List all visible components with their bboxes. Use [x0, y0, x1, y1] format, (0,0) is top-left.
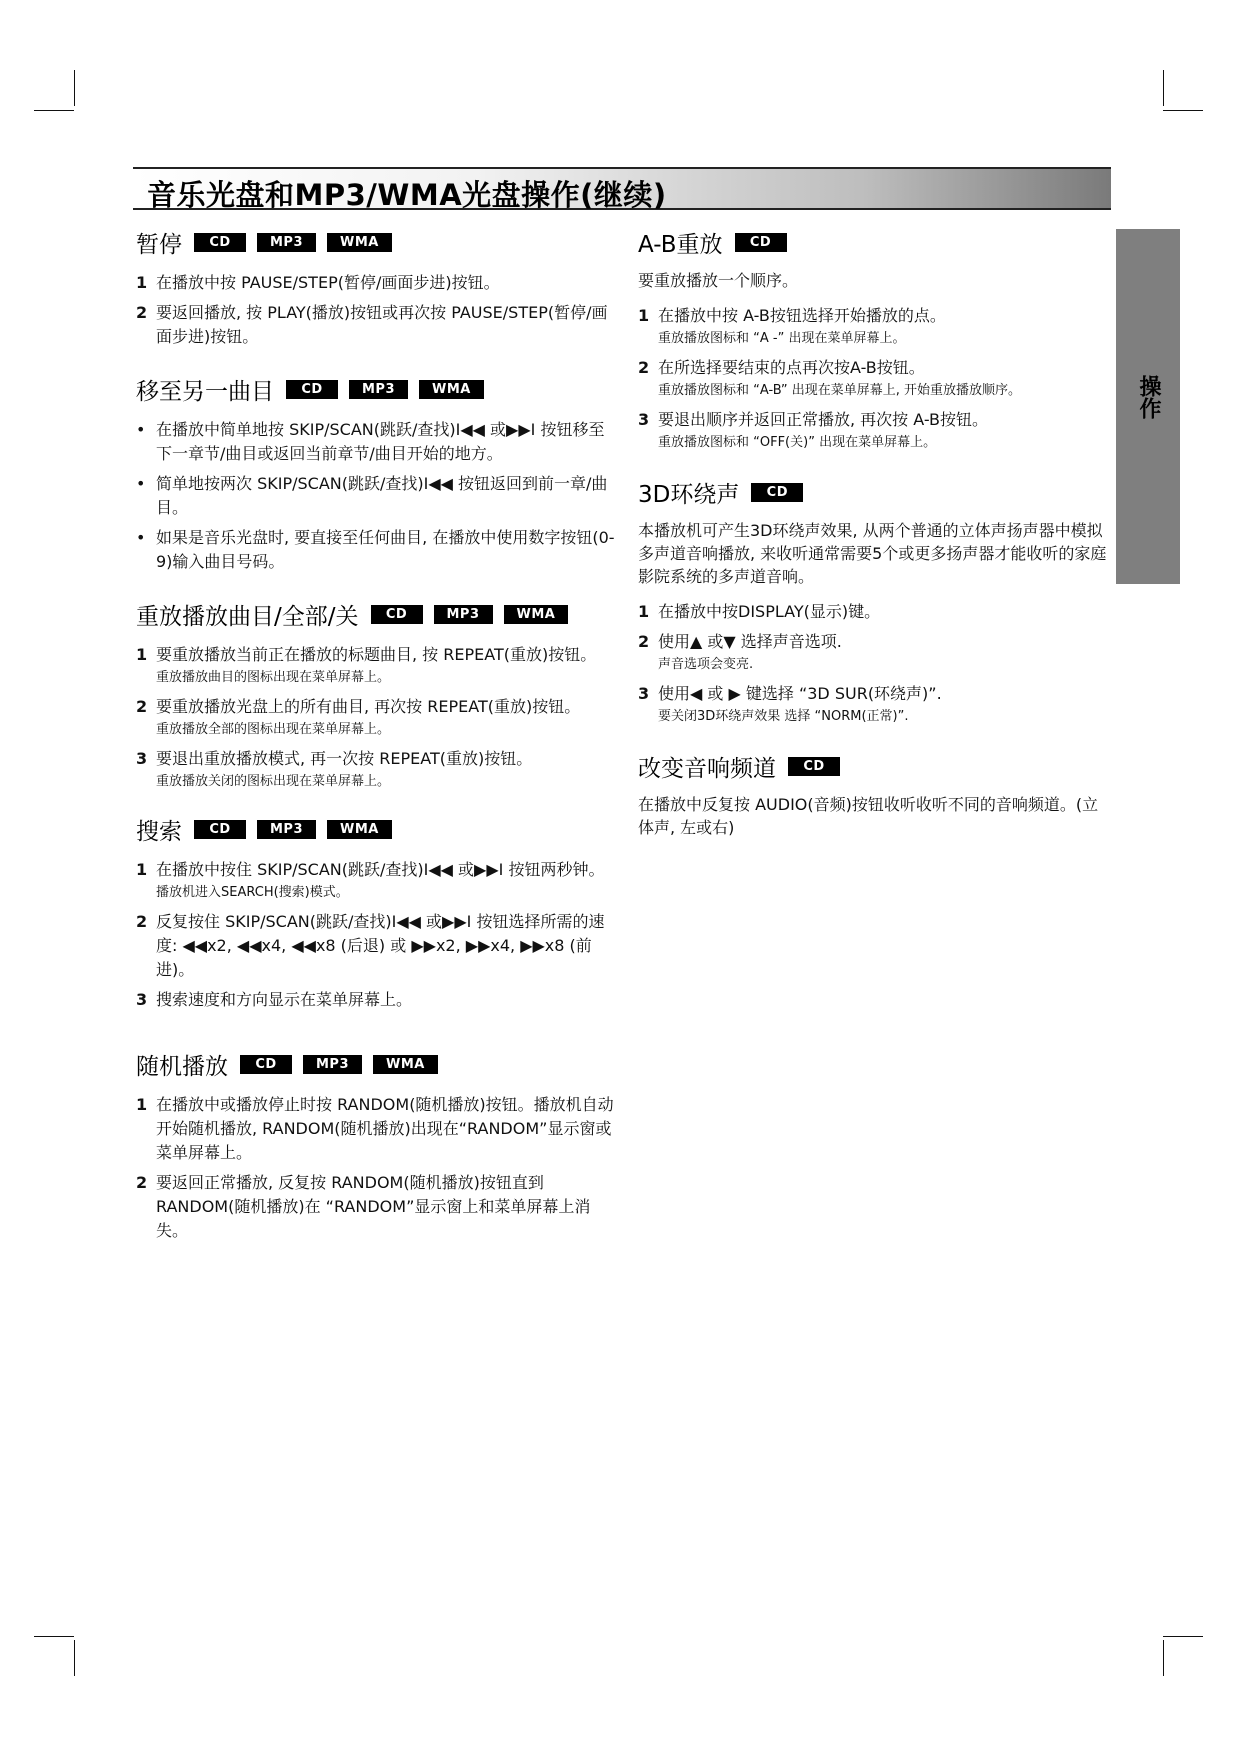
list-item	[638, 356, 1114, 402]
format-badge: WMA	[419, 380, 484, 399]
item-text: 要重放播放当前正在播放的标题曲目, 按 REPEAT(重放)按钮。	[156, 645, 597, 664]
format-badge: MP3	[434, 605, 493, 624]
item-list	[136, 1093, 616, 1243]
item-number: 1	[638, 602, 650, 621]
list-item	[638, 630, 1114, 676]
item-body	[156, 988, 616, 1012]
item-text: 在播放中按DISPLAY(显示)键。	[658, 602, 881, 621]
item-text: 在播放中按 PAUSE/STEP(暂停/画面步进)按钮。	[156, 273, 500, 292]
item-text: 使用◀ 或 ▶ 键选择 “3D SUR(环绕声)”.	[658, 684, 942, 703]
item-body	[156, 472, 616, 520]
list-item	[136, 643, 616, 689]
item-body	[658, 682, 1114, 728]
item-text: 搜索速度和方向显示在菜单屏幕上。	[156, 990, 413, 1009]
item-number: 1	[136, 1095, 148, 1114]
item-text: 使用▲ 或▼ 选择声音选项.	[658, 632, 842, 651]
format-badge: MP3	[257, 820, 316, 839]
item-note: 重放播放图标和 “A-B” 出现在菜单屏幕上, 开始重放播放顺序。	[658, 383, 1022, 398]
item-text: 要重放播放光盘上的所有曲目, 再次按 REPEAT(重放)按钮。	[156, 697, 581, 716]
item-number: 1	[136, 860, 148, 879]
item-number: •	[136, 528, 146, 547]
section	[136, 1048, 616, 1243]
list-item	[136, 418, 616, 466]
crop-mark	[1163, 1636, 1203, 1637]
item-body	[156, 271, 616, 295]
item-number: 2	[136, 1173, 148, 1192]
item-number: •	[136, 420, 146, 439]
list-item	[638, 600, 1114, 624]
item-body	[156, 301, 616, 349]
item-list	[638, 600, 1114, 728]
item-number: •	[136, 474, 146, 493]
item-note: 重放播放关闭的图标出现在菜单屏幕上。	[156, 774, 391, 789]
item-text: 要退出重放播放模式, 再一次按 REPEAT(重放)按钮。	[156, 749, 533, 768]
item-body	[156, 643, 616, 689]
list-item	[136, 910, 616, 982]
crop-mark	[1163, 1640, 1164, 1676]
section-intro: 本播放机可产生3D环绕声效果, 从两个普通的立体声扬声器中模拟多声道音响播放, 来收听通常需要5个或更多扬声器才能收听的家庭影院系统的多声道音响。	[638, 521, 1107, 586]
item-text: 反复按住 SKIP/SCAN(跳跃/查找)I◀◀ 或▶▶I 按钮选择所需的速度: ◀◀x2, ◀◀x4, ◀◀x8 (后退) 或 ▶▶x2, ▶▶x4, ▶▶x8 (前进)。	[156, 912, 605, 979]
item-number: 3	[136, 990, 148, 1009]
item-number: 2	[136, 912, 148, 931]
section-heading: 搜索	[136, 819, 182, 845]
item-note: 重放播放图标和 “A -” 出现在菜单屏幕上。	[658, 331, 906, 346]
crop-mark	[34, 110, 74, 111]
list-item	[638, 304, 1114, 350]
section-heading-row	[136, 226, 616, 259]
page-title-bar	[133, 167, 1111, 210]
item-list	[136, 643, 616, 793]
crop-mark	[34, 1636, 74, 1637]
format-badge: MP3	[257, 233, 316, 252]
item-list	[136, 418, 616, 574]
item-number: 1	[638, 306, 650, 325]
format-badge: MP3	[349, 380, 408, 399]
item-number: 2	[136, 303, 148, 322]
item-note: 播放机进入SEARCH(搜索)模式。	[156, 885, 349, 900]
section-heading-row	[136, 1048, 616, 1081]
section	[136, 226, 616, 349]
crop-mark	[1163, 110, 1203, 111]
list-item	[136, 695, 616, 741]
section-intro: 要重放播放一个顺序。	[638, 271, 799, 290]
format-badge: CD	[194, 820, 246, 839]
item-number: 2	[638, 358, 650, 377]
item-body	[156, 858, 616, 904]
format-badge: MP3	[303, 1055, 362, 1074]
item-text: 要返回播放, 按 PLAY(播放)按钮或再次按 PAUSE/STEP(暂停/画面步进)按钮。	[156, 303, 608, 346]
item-body	[156, 1093, 616, 1165]
item-body	[156, 910, 616, 982]
section-heading: 移至另一曲目	[136, 379, 274, 405]
format-badge: CD	[788, 757, 840, 776]
item-text: 要退出顺序并返回正常播放, 再次按 A-B按钮。	[658, 410, 989, 429]
section	[638, 226, 1114, 454]
item-list	[136, 271, 616, 349]
section-heading: 重放播放曲目/全部/关	[136, 604, 359, 630]
item-note: 重放播放图标和 “OFF(关)” 出现在菜单屏幕上。	[658, 435, 937, 450]
section-heading-row	[136, 813, 616, 846]
section-heading: A-B重放	[638, 232, 723, 258]
item-number: 3	[136, 749, 148, 768]
section-heading: 随机播放	[136, 1054, 228, 1080]
list-item	[136, 301, 616, 349]
right-column	[638, 226, 1114, 839]
section	[136, 373, 616, 574]
item-text: 在所选择要结束的点再次按A-B按钮。	[658, 358, 925, 377]
item-number: 3	[638, 684, 650, 703]
list-item	[136, 747, 616, 793]
item-text: 如果是音乐光盘时, 要直接至任何曲目, 在播放中使用数字按钮(0-9)输入曲目号码。	[156, 528, 615, 571]
list-item	[136, 1171, 616, 1243]
crop-mark	[1163, 70, 1164, 106]
page-title: 音乐光盘和MP3/WMA光盘操作(继续)	[147, 178, 667, 212]
item-number: 2	[638, 632, 650, 651]
item-list	[136, 858, 616, 1012]
list-item	[638, 682, 1114, 728]
item-body	[156, 747, 616, 793]
item-body	[658, 408, 1114, 454]
list-item	[136, 271, 616, 295]
item-body	[156, 526, 616, 574]
section-heading: 3D环绕声	[638, 482, 740, 508]
item-number: 2	[136, 697, 148, 716]
item-text: 在播放中或播放停止时按 RANDOM(随机播放)按钮。播放机自动开始随机播放, RANDOM(随机播放)出现在“RANDOM”显示窗或菜单屏幕上。	[156, 1095, 614, 1162]
section-heading-row	[638, 750, 1114, 783]
list-item	[136, 472, 616, 520]
format-badge: CD	[751, 483, 803, 502]
item-body	[658, 356, 1114, 402]
format-badge: WMA	[373, 1055, 438, 1074]
item-note: 重放播放全部的图标出现在菜单屏幕上。	[156, 722, 391, 737]
item-number: 1	[136, 273, 148, 292]
item-body	[156, 695, 616, 741]
item-number: 3	[638, 410, 650, 429]
section	[136, 598, 616, 793]
format-badge: WMA	[504, 605, 569, 624]
left-column	[136, 226, 616, 1249]
format-badge: CD	[194, 233, 246, 252]
item-body	[156, 418, 616, 466]
item-number: 1	[136, 645, 148, 664]
section	[638, 750, 1114, 839]
item-text: 要返回正常播放, 反复按 RANDOM(随机播放)按钮直到 RANDOM(随机播放)在 “RANDOM”显示窗上和菜单屏幕上消失。	[156, 1173, 591, 1240]
section	[136, 813, 616, 1012]
list-item	[136, 988, 616, 1012]
item-text: 简单地按两次 SKIP/SCAN(跳跃/查找)I◀◀ 按钮返回到前一章/曲目。	[156, 474, 608, 517]
format-badge: WMA	[327, 233, 392, 252]
item-body	[156, 1171, 616, 1243]
section	[638, 476, 1114, 728]
side-tab-label: 操作	[1136, 375, 1161, 419]
section-heading-row	[638, 226, 1114, 259]
section-heading-row	[136, 598, 616, 631]
item-note: 声音选项会变亮.	[658, 657, 754, 672]
format-badge: WMA	[327, 820, 392, 839]
format-badge: CD	[735, 233, 787, 252]
item-note: 要关闭3D环绕声效果 选择 “NORM(正常)”.	[658, 709, 909, 724]
section-heading-row	[136, 373, 616, 406]
item-body	[658, 600, 1114, 624]
item-text: 在播放中按 A-B按钮选择开始播放的点。	[658, 306, 946, 325]
item-list	[638, 304, 1114, 454]
crop-mark	[74, 1640, 75, 1676]
section-heading: 暂停	[136, 232, 182, 258]
item-note: 重放播放曲目的图标出现在菜单屏幕上。	[156, 670, 391, 685]
section-heading: 改变音响频道	[638, 756, 776, 782]
item-body	[658, 304, 1114, 350]
item-body	[658, 630, 1114, 676]
section-intro: 在播放中反复按 AUDIO(音频)按钮收听收听不同的音响频道。(立体声, 左或右)	[638, 795, 1099, 837]
format-badge: CD	[371, 605, 423, 624]
format-badge: CD	[286, 380, 338, 399]
list-item	[136, 858, 616, 904]
item-text: 在播放中简单地按 SKIP/SCAN(跳跃/查找)I◀◀ 或▶▶I 按钮移至下一章节/曲目或返回当前章节/曲目开始的地方。	[156, 420, 605, 463]
list-item	[136, 1093, 616, 1165]
section-heading-row	[638, 476, 1114, 509]
list-item	[136, 526, 616, 574]
item-text: 在播放中按住 SKIP/SCAN(跳跃/查找)I◀◀ 或▶▶I 按钮两秒钟。	[156, 860, 605, 879]
format-badge: CD	[240, 1055, 292, 1074]
crop-mark	[74, 70, 75, 106]
side-tab	[1116, 229, 1180, 584]
list-item	[638, 408, 1114, 454]
